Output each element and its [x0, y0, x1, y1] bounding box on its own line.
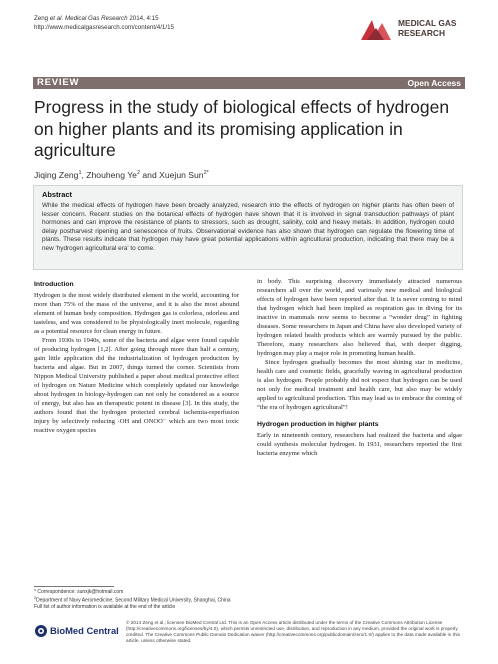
journal-logo-line2: RESEARCH [398, 28, 445, 38]
publisher-logo [34, 623, 119, 639]
footnotes [34, 589, 239, 611]
body-paragraph: in body. This surprising discovery immediately attracted numerous researchers all over the world, and variously new medical and biological effects of hydrogen have been reported after that. It is never coming to mind that hydrogen which had been implied as respiration gas in diving for its inactive in mammals now seems to become a “wonder drug” in fighting diseases. Some researchers in Japan and China have also developed variety of hydrogen related health products which are warmly pursued by the public. Therefore, many researchers also believed that, with deeper digging, hydrogen may play a major role in promoting human health. [257, 278, 462, 357]
author-name: Zhouheng Ye [86, 170, 137, 180]
correspondence-note: * Correspondence: sunxjk@hotmail.com [34, 589, 124, 595]
citation-header [34, 15, 174, 32]
author-affiliation-mark: 2 [136, 170, 141, 177]
license-text: © 2014 Zeng et al.; licensee BioMed Central Ltd. This is an Open Access article distributed under the terms of the Creative Commons Attribution License (http://creativecommons.org/licenses/by/4.0), which permits unrestricted use, distribution, and reproduction in any medium, provided the original work is properly credited. The Creative Commons Public Domain Dedication waiver (http://creativecommons.org/publicdomain/zero/1.0/) applies to the data made available in this article, unless otherwise stated. [126, 620, 460, 643]
journal-logo-icon [358, 14, 394, 44]
body-paragraph: Since hydrogen gradually becomes the most shining star in medicine, health care and cosmetic fields, gracefully waving in agricultural production is also hydrogen. People probably did not expect that hydrogen can be used not only for medical treatment and health care, but also may be widely applied to agricultural production. This may lead us to embrace the coming of “the era of hydrogen agricultural”! [257, 359, 462, 411]
section-subheading: Hydrogen production in higher plants [257, 421, 379, 428]
body-column-left [34, 280, 239, 435]
citation-etal: et al. [49, 15, 64, 22]
author-info-note: Full list of author information is available at the end of the article [34, 604, 176, 611]
abstract-text: While the medical effects of hydrogen have been broadly analyzed, research into the effects of hydrogen on higher plants has often been of lesser concern. Recent studies on the botanical effects of hydrogen have shown that it is involved in signal transduction pathways of plant hormones and can improve the resistance of plants to stressors, such as drought, salinity, cold and heavy metals. In addition, hydrogen could delay postharvest ripening and senescence of fruits. Observational evidence has also shown that hydrogen can regulate the flowering time of plants. These results indicate that hydrogen may have great potential applications within agricultural production, indicating that there may be a new 'hydrogen agricultural era' to come. [42, 202, 454, 252]
citation-year-vol: 2014, 4:15 [129, 15, 159, 22]
open-access-label: Open Access [407, 78, 461, 88]
abstract-heading: Abstract [42, 190, 72, 199]
affiliation-text: Department of Navy Aeromedicine, Second Military Medical University, Shanghai, China [36, 598, 231, 605]
author-affiliation-mark: 2* [203, 170, 209, 177]
abstract-box [33, 185, 463, 270]
author-affiliation-mark: 1 [78, 170, 82, 177]
citation-authors: Zeng [34, 15, 49, 22]
body-paragraph: Early in nineteenth century, researchers had realized the bacteria and algae could synthesis molecular hydrogen. In 1931, researchers reported the first bacteria enzyme which [257, 432, 462, 457]
affiliation-mark: 2 [34, 596, 37, 601]
citation-url-link[interactable]: http://www.medicalgasresearch.com/content/4/1/15 [34, 23, 174, 31]
introduction-heading: Introduction [34, 281, 74, 288]
article-type-label: REVIEW [37, 77, 80, 88]
citation-journal: Medical Gas Research [65, 15, 128, 22]
body-paragraph: From 1930s to 1940s, some of the bacteria and algae were found capable of producing hydrogen [1,2]. After going through more than half a century, gain little application did the industrialization of hydrogen production by bacteria and algae. But in 2007, things turned the corner. Scientists from Nippon Medical University published a paper about medical protective effect of hydrogen on Nature Medicine which completely updated our knowledge about hydrogen in biology-hydrogen can not only be considered as a source of energy, but also has an therapeutic potent in disease [3]. In this study, the authors found that the hydrogen protected cerebral ischemia-reperfusion injury by selectively reducing ·OH and ONOO⁻ which are two most toxic reactive oxygen species [34, 337, 239, 434]
author-name: Jiqing Zeng [34, 170, 79, 180]
publisher-logo-icon [34, 624, 48, 638]
affiliation-note [34, 595, 239, 604]
journal-logo [358, 14, 468, 48]
body-column-right [257, 277, 462, 458]
author-separator: , [81, 170, 87, 180]
article-type-band [33, 77, 465, 89]
author-name: Xuejun Sun [159, 170, 204, 180]
publisher-name: BioMed Central [50, 625, 119, 636]
article-title: Progress in the study of biological effects of hydrogen on higher plants and its promising application in agriculture [34, 97, 450, 160]
body-paragraph: Hydrogen is the most widely distributed element in the world, accounting for more than 75% of the mass of the universe, and it is also the most abound element of human body composition. Hydrogen gas is colorless, odorless and tasteless, and was considered to be physiologically inert molecule, regarding as a potential resource for clean energy in future. [34, 292, 239, 335]
citation-line [34, 15, 174, 24]
author-list [34, 170, 209, 180]
journal-logo-line1: MEDICAL GAS [398, 18, 457, 28]
footnote-divider [34, 586, 114, 587]
author-separator: and [140, 170, 160, 180]
